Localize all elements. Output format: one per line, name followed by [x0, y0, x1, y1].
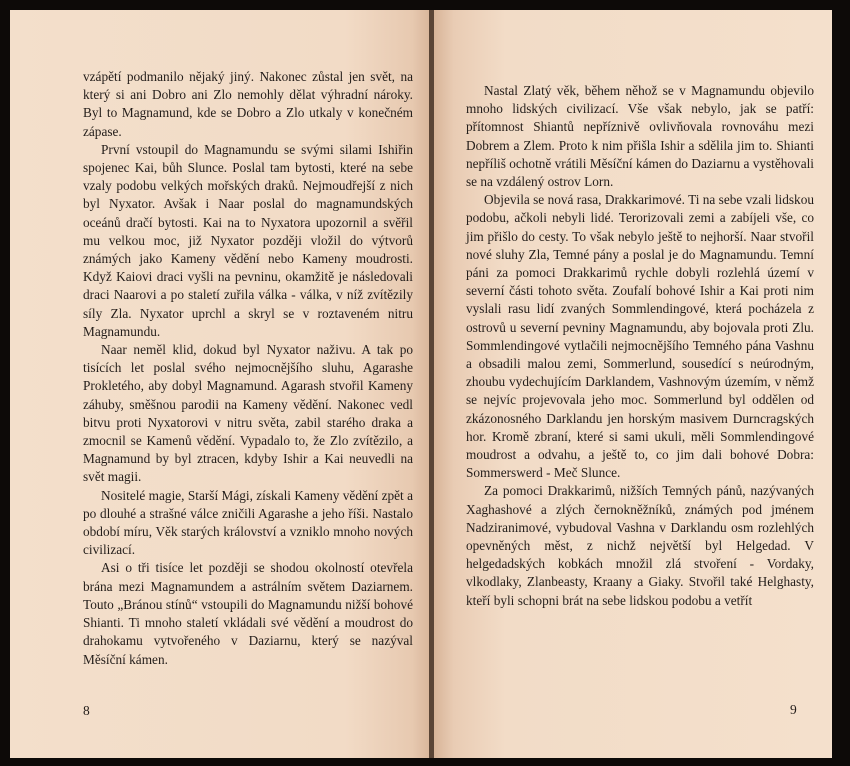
paragraph: vzápětí podmanilo nějaký jiný. Nakonec zůstal jen svět, na který si ani Dobro ani Zlo nemohly dělat výhradní nároky. Byl to Magnamund, kde se Dobro a Zlo utkaly v konečném zápase.	[83, 69, 413, 139]
left-page	[10, 10, 429, 758]
paragraph: První vstoupil do Magnamundu se svými silami Ishiřin spojenec Kai, bůh Slunce. Poslal tam bytosti, které na sebe vzaly podobu velkých mořských draků. Nejmoudřejší z nich byl Nyxator. Avšak i Naar poslal do magnamundských oceánů dračí bytosti. Kai na to Nyxatora upozornil a svěřil mu velkou moc, již Nyxator později vložil do výtvorů známých jako Kameny vědění nebo Kameny moudrosti. Když Kaiovi draci vyšli na pevninu, okamžitě je následovali draci Naarovi a po staletí zuřila válka - válka, v níž zvítězily síly Zla. Nyxator uprchl a skryl se v roztaveném nitru Magnamundu.	[83, 141, 413, 339]
right-page	[434, 10, 832, 758]
paragraph: Za pomoci Drakkarimů, nižších Temných pánů, nazývaných Xaghashové a zlých černokněžníků, známých pod jménem Nadziranimové, vybudoval Vashna v Darklandu osm rozlehlých opevněných měst, z nichž největší byl Helgedad. V helgedadských kobkách množil zlá stvoření - Vordaky, vlkodlaky, Zlanbeasty, Kraany a Giaky. Stvořil také Helghasty, kteří byli schopni brát na sebe lidskou podobu a vetřít	[466, 483, 814, 608]
paragraph: Asi o tři tisíce let později se shodou okolností otevřela brána mezi Magnamundem a astrálním světem Daziarnem. Touto „Bránou stínů“ vstoupili do Magnamundu nižší bohové Shianti. Ti mnoho staletí vkládali své vědění a moudrost do drahokamu vytvořeného v Daziarnu, který se nazýval Měsíční kámen.	[83, 560, 413, 667]
book-spread	[10, 10, 840, 758]
right-page-text	[466, 82, 814, 610]
left-page-text	[83, 68, 413, 669]
paragraph: Naar neměl klid, dokud byl Nyxator naživu. A tak po tisících let poslal svého nejmocnějšího sluhu, Agarashe Prokletého, aby dobyl Magnamund. Agarash stvořil Kameny záhuby, směšnou parodii na Kameny vědění. Nakonec vedl bitvu proti Nyxatorovi v nitru světa, zabil starého draka a zmocnil se Kamenů vědění. Vypadalo to, že Zlo zvítězilo, a Magnamund by byl ztracen, kdyby Ishir a Kai neuvedli na svět magii.	[83, 342, 413, 485]
page-number: 8	[83, 703, 90, 718]
page-number: 9	[790, 702, 797, 717]
paragraph: Nastal Zlatý věk, během něhož se v Magnamundu objevilo mnoho lidských civilizací. Vše však nebylo, jak se patří: přítomnost Shiantů nepříznivě ovlivňovala rovnováhu mezi Dobrem a Zlem. Proto k nim přišla Ishir a sdělila jim to. Shianti nepříliš ochotně vrátili Měsíční kámen do Daziarnu a vystěhovali se na vzdálený ostrov Lorn.	[466, 83, 814, 190]
paragraph: Nositelé magie, Starší Mági, získali Kameny vědění zpět a po dlouhé a strašné válce zničili Agarashe a jeho říši. Nastalo období míru, Věk starých království a vzniklo mnoho nových civilizací.	[83, 487, 413, 558]
paragraph: Objevila se nová rasa, Drakkarimové. Ti na sebe vzali lidskou podobu, ačkoli nebyli lidé. Terorizovali zemi a zabíjeli vše, co jim přišlo do cesty. To však nebylo ještě to nejhorší. Naar stvořil nové sluhy Zla, Temné pány a poslal je do Magnamundu. Temní páni za pomoci Drakkarimů rychle dobyli rozlehlá území v severní části tohoto světa. Zoufalí bohové Ishir a Kai proti nim vyslali rasu lidí zvaných Sommlendingové, která pocházela z ostrovů u severní pevniny Magnamundu, aby bojovala proti Zlu. Sommlendingové vytlačili nejmocnějšího Temného pána Vashnu a obsadili malou zemi, Sommerlund, sousedící s neúrodným, zhoubu vydechujícím Darklandem, Vashnovým územím, v němž se nejvíc projevovala jeho moc. Sommerlund byl oddělen od zkázonosného Darklandu jen horským masivem Durncragských hor. Kromě zbraní, které si sami ukuli, měli Sommlendingové moudrost a odvahu, a ještě to, co jim dali bohové Dobra: Sommerswerd - Meč Slunce.	[466, 192, 814, 481]
